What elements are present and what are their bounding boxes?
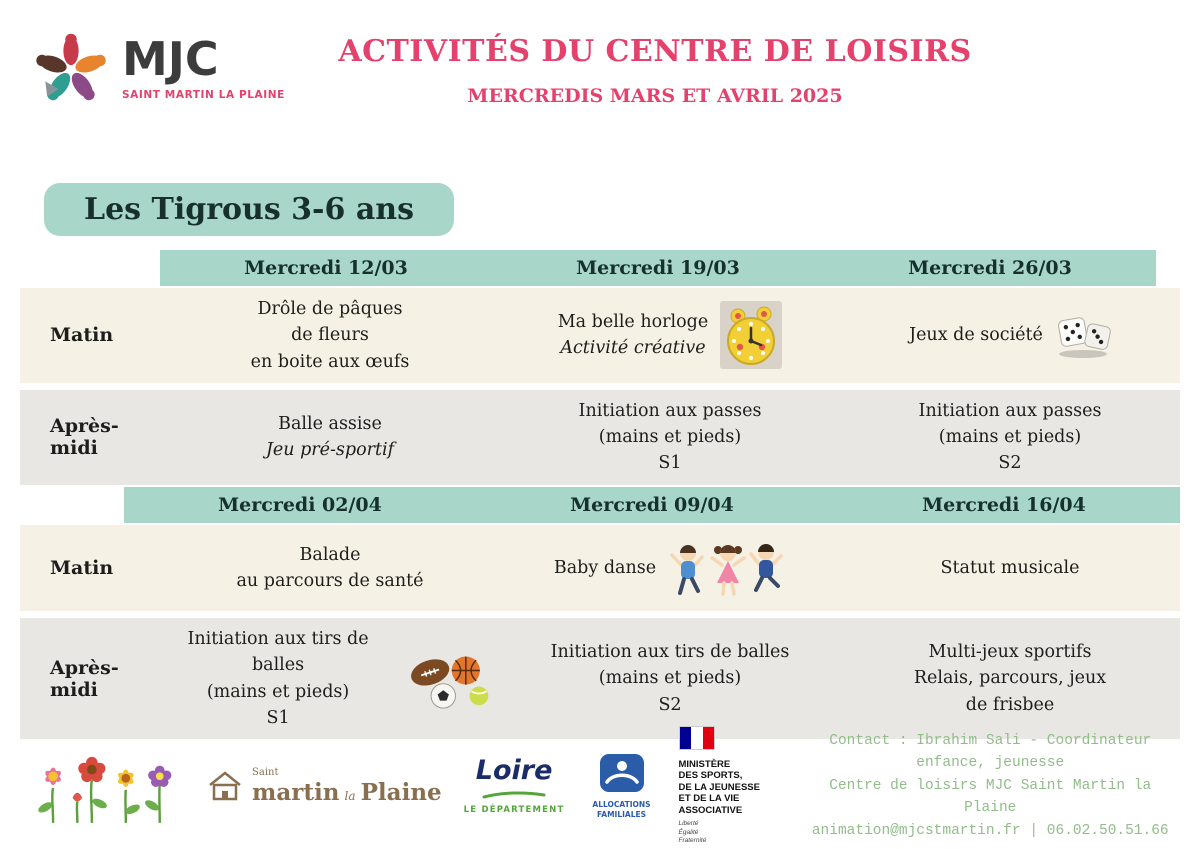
st-martin-logo — [206, 767, 442, 806]
activity-cell — [840, 547, 1180, 589]
activity-line: Jeu pré-sportif — [265, 440, 395, 461]
activity-line: S1 — [658, 453, 682, 474]
page-subtitle: MERCREDIS MARS ET AVRIL 2025 — [467, 85, 843, 107]
caf-logo — [587, 753, 657, 819]
activity-cell — [500, 390, 840, 485]
activity-line: Initiation aux passes — [578, 400, 762, 421]
activity-line: Relais, parcours, jeux — [913, 668, 1107, 689]
motto-line: Fraternité — [678, 837, 707, 845]
activity-line: Baby danse — [553, 557, 657, 578]
caf-line: FAMILIALES — [597, 809, 646, 819]
contact-line: Centre de loisirs MJC Saint Martin la Plaine — [829, 777, 1152, 817]
schedule-table-april — [20, 487, 1180, 739]
caf-emblem-icon — [599, 753, 645, 793]
schedule-table-march — [20, 250, 1180, 485]
flowers-decoration — [24, 747, 184, 825]
brand-subtitle: SAINT MARTIN LA PLAINE — [122, 89, 285, 101]
ministry-line: DES SPORTS, — [678, 770, 743, 782]
motto-line: Égalité — [678, 828, 699, 836]
activity-line: S1 — [266, 707, 290, 728]
activity-line: S2 — [998, 453, 1022, 474]
ministry-line: DE LA JEUNESSE — [678, 781, 760, 793]
column-header: Mercredi 26/03 — [908, 257, 1072, 279]
brand-text — [122, 32, 285, 101]
april-apres-midi-row — [20, 618, 1180, 739]
activity-line: Multi-jeux sportifs — [928, 642, 1092, 663]
activity-cell — [160, 403, 500, 472]
april-matin-row — [20, 525, 1180, 611]
column-header: Mercredi 02/04 — [218, 494, 382, 516]
row-label: Matin — [50, 324, 114, 347]
ministry-motto — [679, 820, 783, 846]
contact-line: animation@mjcstmartin.fr | 06.02.50.51.66 — [811, 822, 1169, 839]
activity-line: (mains et pieds) — [598, 668, 742, 689]
motto-line: Liberté — [678, 819, 699, 827]
activity-cell — [840, 631, 1180, 726]
st-martin-text — [252, 767, 442, 806]
ministry-line: ET DE LA VIE — [678, 793, 740, 805]
activity-line: au parcours de santé — [236, 571, 424, 591]
activity-line: Balade — [299, 544, 361, 565]
st-martin-end: Plaine — [360, 778, 442, 806]
loire-logo — [464, 757, 565, 815]
activity-line: Initiation aux passes — [918, 400, 1102, 421]
activity-line: (mains et pieds) — [206, 681, 350, 702]
activity-line: Statut musicale — [940, 557, 1080, 578]
ministry-line: MINISTÈRE — [678, 759, 731, 770]
activity-line: Initiation aux tirs de balles — [187, 629, 369, 676]
march-apres-midi-row — [20, 390, 1180, 485]
activity-cell — [840, 303, 1180, 367]
caf-text — [587, 800, 657, 819]
activity-line: Balle assise — [278, 413, 382, 434]
row-label: Après-midi — [50, 415, 119, 460]
loire-name: Loire — [475, 755, 553, 787]
st-martin-small: Saint — [252, 766, 279, 778]
row-label: Matin — [50, 557, 114, 579]
activity-cell — [160, 618, 500, 739]
march-matin-row — [20, 288, 1180, 383]
sports-balls-image — [402, 646, 494, 712]
activity-line: Activité créative — [560, 338, 706, 359]
brand-name: MJC — [122, 32, 219, 86]
st-martin-main: martin — [252, 778, 340, 806]
activity-line: (mains et pieds) — [598, 427, 742, 447]
activity-cell — [500, 293, 840, 377]
activity-line: Jeux de société — [909, 325, 1043, 346]
activity-cell — [160, 534, 500, 603]
activity-line: (mains et pieds) — [938, 427, 1082, 447]
group-badge: Les Tigrous 3-6 ans — [44, 183, 454, 236]
column-header: Mercredi 12/03 — [244, 257, 408, 279]
activity-cell — [500, 631, 840, 726]
header — [34, 28, 1166, 108]
brand-block — [34, 28, 294, 108]
footer — [24, 726, 1176, 846]
activity-line: Initiation aux tirs de balles — [550, 642, 790, 663]
contact-block — [805, 730, 1177, 842]
march-header-row — [160, 250, 1156, 286]
ministry-line: ASSOCIATIVE — [678, 804, 743, 816]
activity-line: en boite aux œufs — [250, 351, 410, 372]
activity-line: S2 — [658, 694, 682, 715]
activity-line: Ma belle horloge — [557, 312, 709, 333]
column-header: Mercredi 19/03 — [576, 257, 740, 279]
clock-craft-photo — [720, 301, 782, 369]
row-label: Après-midi — [50, 656, 119, 701]
april-header-row — [124, 487, 1180, 523]
activity-line: Drôle de pâques — [257, 299, 403, 319]
contact-line: Contact : Ibrahim Sali - Coordinateur enfance, jeunesse — [829, 732, 1152, 772]
st-martin-mid: la — [344, 788, 356, 803]
dancing-kids-image — [668, 537, 786, 599]
activity-cell — [160, 288, 500, 383]
house-icon — [206, 769, 244, 803]
caf-line: ALLOCATIONS — [592, 800, 651, 810]
title-block — [294, 28, 1166, 108]
activity-cell — [840, 390, 1180, 485]
column-header: Mercredi 09/04 — [570, 494, 734, 516]
mjc-logo — [34, 28, 108, 108]
column-header: Mercredi 16/04 — [922, 494, 1086, 516]
page-title: ACTIVITÉS DU CENTRE DE LOISIRS — [338, 34, 972, 69]
loire-swoosh-icon — [482, 791, 546, 799]
ministry-logo — [679, 726, 783, 846]
activity-line: de frisbee — [965, 694, 1055, 715]
dice-image — [1055, 311, 1111, 359]
ministry-text — [679, 759, 783, 816]
activity-cell — [500, 529, 840, 607]
french-flag-icon — [679, 726, 715, 750]
activity-line: de fleurs — [291, 325, 369, 346]
loire-subtitle: LE DÉPARTEMENT — [463, 805, 565, 816]
